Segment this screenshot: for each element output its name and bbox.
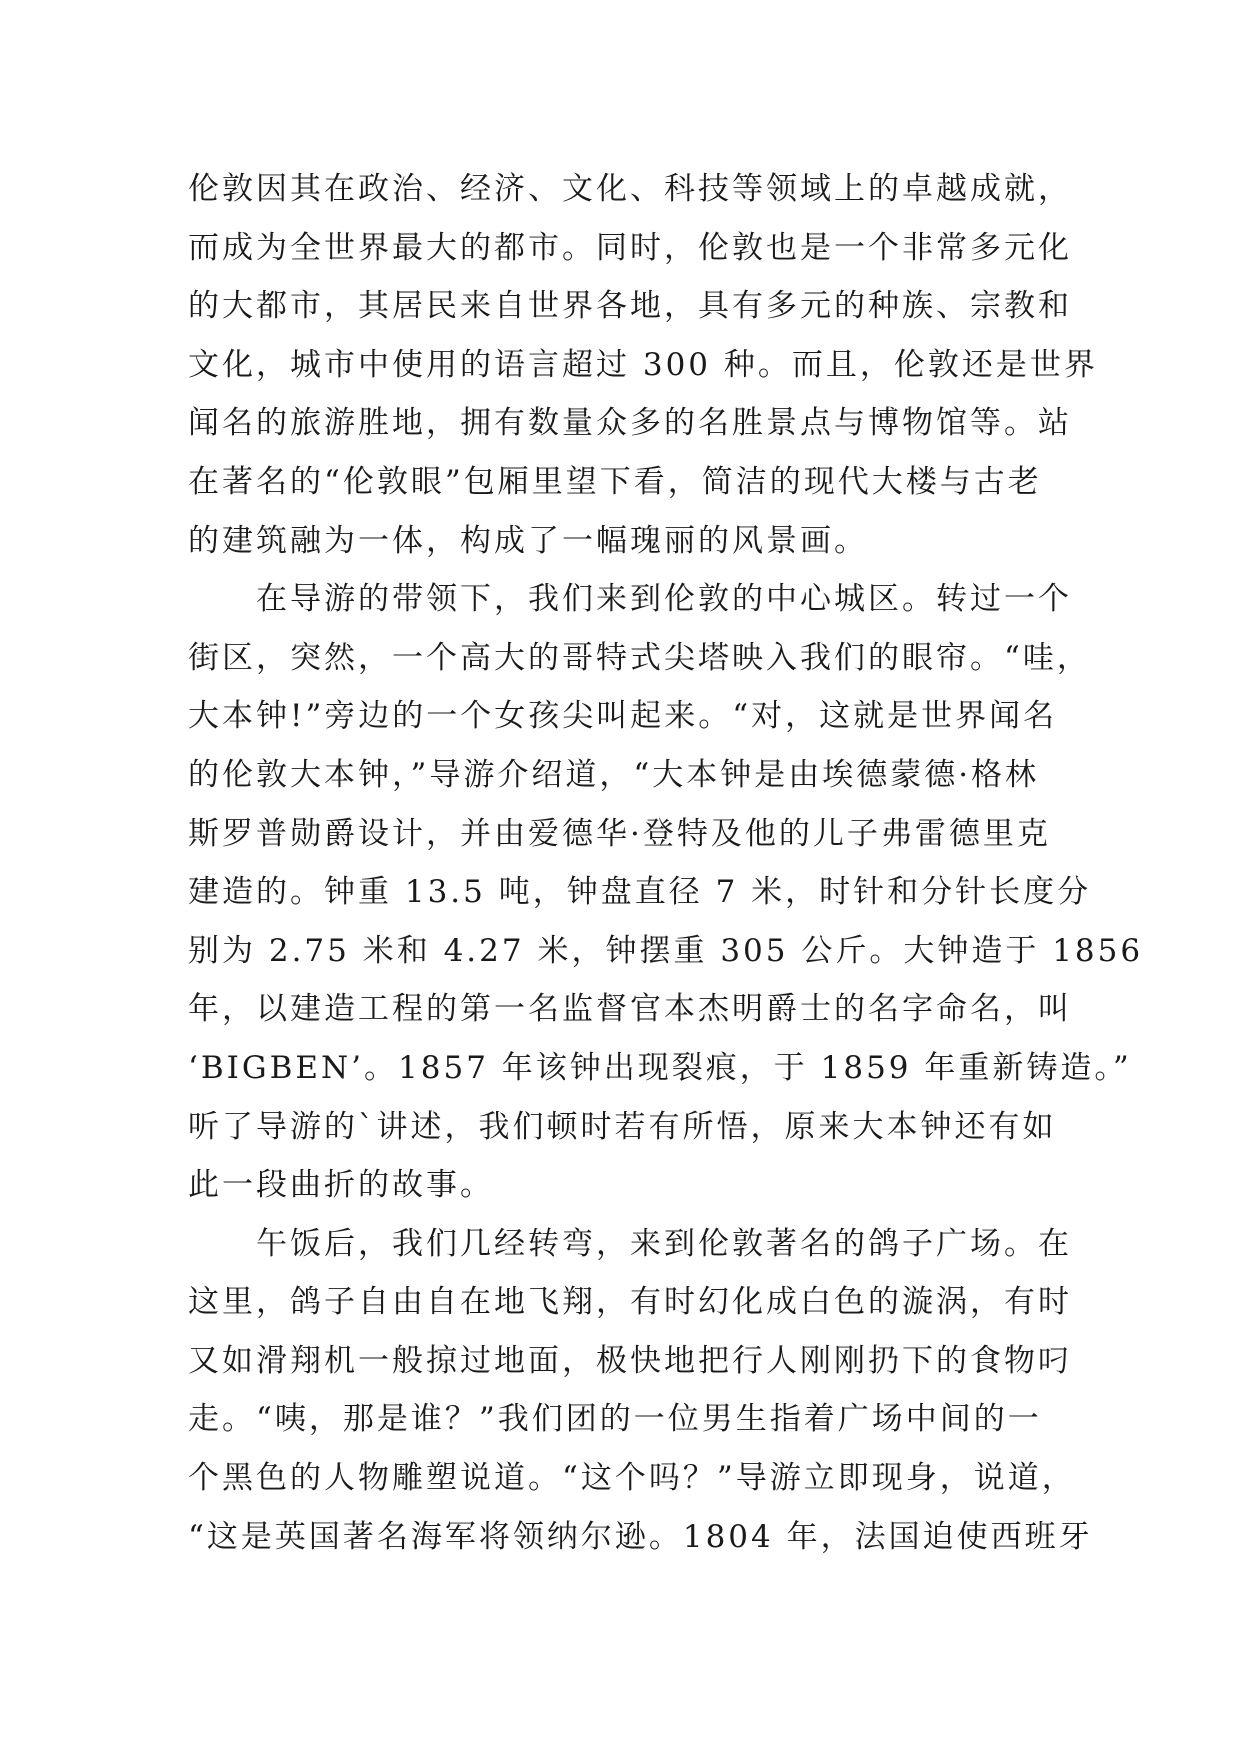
text-line: 的伦敦大本钟，”导游介绍道，“大本钟是由埃德蒙德·格林 — [188, 756, 1040, 793]
text-line: 而成为全世界最大的都市。同时，伦敦也是一个非常多元化 — [188, 229, 1072, 266]
text-line: 年，以建造工程的第一名监督官本杰明爵士的名字命名，叫 — [188, 991, 1072, 1028]
text-line: 的大都市，其居民来自世界各地，具有多元的种族、宗教和 — [188, 288, 1072, 325]
text-line: 街区，突然，一个高大的哥特式尖塔映入我们的眼帘。“哇， — [188, 639, 1091, 676]
text-line: 这里，鸽子自由自在地飞翔，有时幻化成白色的漩涡，有时 — [188, 1284, 1072, 1321]
text-line: ‘BIGBEN’。1857 年该钟出现裂痕，于 1859 年重新铸造。” — [188, 1049, 1132, 1086]
text-line: 在著名的“伦敦眼”包厢里望下看，简洁的现代大楼与古老 — [188, 463, 1042, 500]
body-text — [188, 160, 1144, 1566]
text-line: 建造的。钟重 13.5 吨，钟盘直径 7 米，时针和分针长度分 — [188, 874, 1092, 911]
text-line: 别为 2.75 米和 4.27 米，钟摆重 305 公斤。大钟造于 1856 — [188, 932, 1144, 969]
text-line: 听了导游的`讲述，我们顿时若有所悟，原来大本钟还有如 — [188, 1108, 1057, 1145]
text-line: 在导游的带领下，我们来到伦敦的中心城区。转过一个 — [188, 581, 1072, 618]
text-line: 大本钟!”旁边的一个女孩尖叫起来。“对，这就是世界闻名 — [188, 698, 1058, 735]
text-line: 的建筑融为一体，构成了一幅瑰丽的风景画。 — [188, 522, 868, 559]
text-line: 此一段曲折的故事。 — [188, 1167, 494, 1204]
text-line: 个黑色的人物雕塑说道。“这个吗？”导游立即现身，说道， — [188, 1460, 1076, 1497]
text-line: 斯罗普勋爵设计，并由爱德华·登特及他的儿子弗雷德里克 — [188, 815, 1051, 852]
text-line: 又如滑翔机一般掠过地面，极快地把行人刚刚扔下的食物叼 — [188, 1342, 1072, 1379]
text-line: 伦敦因其在政治、经济、文化、科技等领域上的卓越成就， — [188, 171, 1072, 207]
text-line: “这是英国著名海军将领纳尔逊。1804 年，法国迫使西班牙 — [188, 1518, 1093, 1555]
text-line: 走。“咦，那是谁？”我们团的一位男生指着广场中间的一 — [188, 1401, 1042, 1438]
text-line: 午饭后，我们几经转弯，来到伦敦著名的鸽子广场。在 — [188, 1225, 1072, 1262]
text-line: 文化，城市中使用的语言超过 300 种。而且，伦敦还是世界 — [188, 346, 1098, 383]
text-line: 闻名的旅游胜地，拥有数量众多的名胜景点与博物馆等。站 — [188, 405, 1072, 442]
